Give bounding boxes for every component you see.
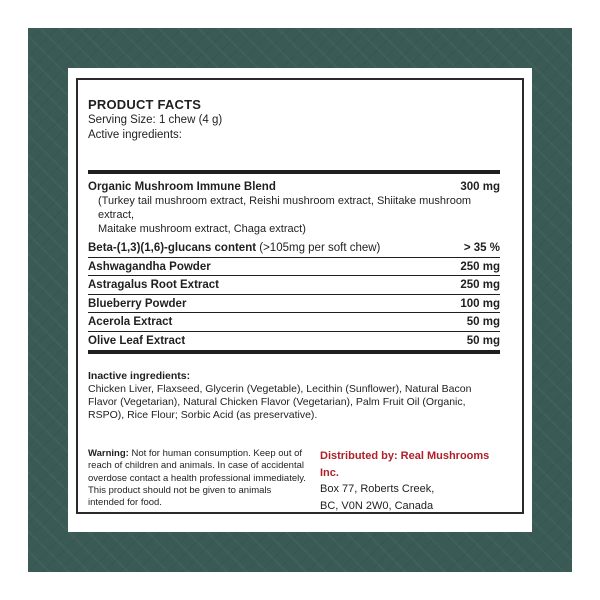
blend-row bbox=[88, 174, 500, 195]
beta-glucans-label: Beta-(1,3)(1,6)-glucans content (>105mg per soft chew) bbox=[88, 241, 381, 254]
distributor-address-line-2: BC, V0N 2W0, Canada bbox=[320, 499, 434, 512]
blend-components-line-1: (Turkey tail mushroom extract, Reishi mushroom extract, Shiitake mushroom extract, bbox=[98, 195, 472, 222]
ingredient-amount: 50 mg bbox=[466, 334, 500, 347]
product-facts-title: PRODUCT FACTS bbox=[88, 97, 202, 112]
footer bbox=[88, 448, 500, 514]
warning-text bbox=[88, 448, 308, 514]
ingredient-amount: 50 mg bbox=[466, 316, 500, 329]
product-facts-content bbox=[88, 97, 500, 422]
inactive-ingredients-text: Chicken Liver, Flaxseed, Glycerin (Vegetable), Lecithin (Sunflower), Natural Bacon Flavor (Vegetarian), Natural Chicken Flavor (Vegetarian), Palm Fruit Oil (Organic, RSPO), Rice Flour; Sorbic Acid (as preservative). bbox=[88, 383, 472, 422]
ingredient-row bbox=[88, 276, 500, 293]
ingredient-name: Astragalus Root Extract bbox=[88, 279, 220, 292]
ingredient-name: Acerola Extract bbox=[88, 316, 173, 329]
inactive-ingredients-heading: Inactive ingredients: bbox=[88, 369, 191, 382]
distributor-label: Distributed by: Real Mushrooms Inc. bbox=[320, 450, 490, 479]
ingredient-row bbox=[88, 258, 500, 275]
beta-glucans-row bbox=[88, 237, 500, 257]
serving-size: Serving Size: 1 chew (4 g) bbox=[88, 114, 223, 127]
blend-components-line-2: Maitake mushroom extract, Chaga extract) bbox=[98, 222, 306, 235]
distributor-block bbox=[320, 448, 500, 514]
beta-glucans-amount: > 35 % bbox=[463, 241, 500, 254]
ingredient-row bbox=[88, 295, 500, 312]
ingredient-amount: 250 mg bbox=[460, 261, 500, 273]
ingredient-amount: 100 mg bbox=[460, 297, 500, 310]
ingredient-name: Olive Leaf Extract bbox=[88, 334, 186, 347]
thick-divider bbox=[88, 350, 500, 354]
ingredient-row bbox=[88, 313, 500, 330]
warning-body: Not for human consumption. Keep out of reach of children and animals. In case of accidental overdose contact a health professional immediately. This product should not be given to animals intended for food. bbox=[88, 448, 306, 509]
ingredient-row bbox=[88, 332, 500, 349]
distributor-address-line-1: Box 77, Roberts Creek, bbox=[320, 483, 435, 495]
ingredient-name: Blueberry Powder bbox=[88, 297, 187, 310]
inactive-ingredients bbox=[88, 370, 500, 423]
blend-name: Organic Mushroom Immune Blend bbox=[88, 181, 276, 193]
blend-amount: 300 mg bbox=[460, 181, 500, 193]
ingredient-name: Ashwagandha Powder bbox=[88, 261, 211, 273]
ingredient-amount: 250 mg bbox=[460, 279, 500, 292]
active-ingredients-label: Active ingredients: bbox=[88, 128, 182, 141]
warning-label: Warning: bbox=[88, 448, 129, 459]
